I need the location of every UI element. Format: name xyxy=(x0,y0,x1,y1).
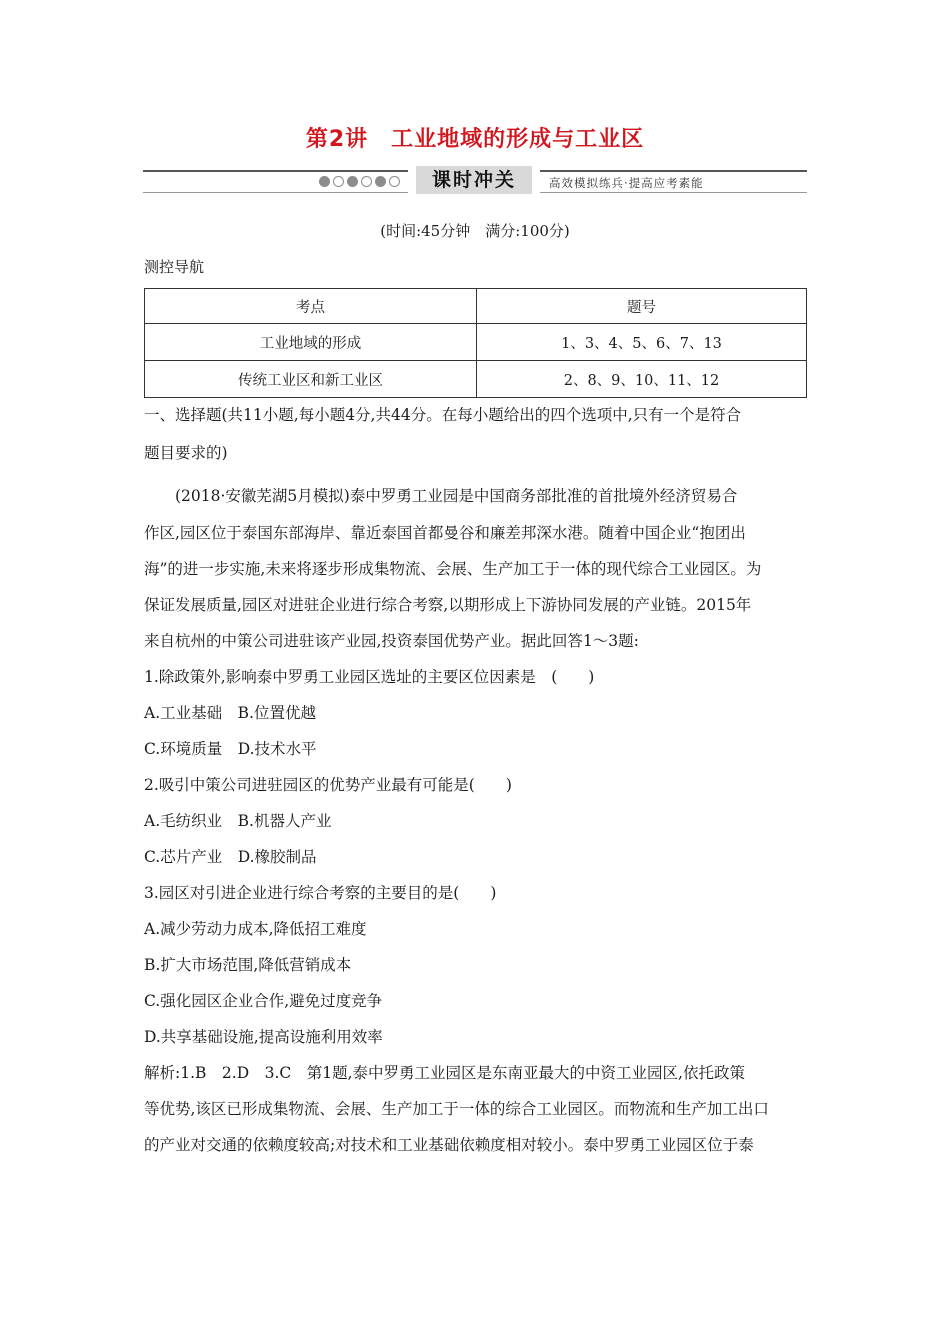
question-1-stem: 1.除政策外,影响泰中罗勇工业园区选址的主要区位因素是 ( ) xyxy=(144,668,595,686)
question-1-options-cd: C.环境质量 D.技术水平 xyxy=(144,740,317,758)
banner-label: 课时冲关 xyxy=(408,166,540,194)
question-3-option-b: B.扩大市场范围,降低营销成本 xyxy=(144,956,352,974)
passage-line: (2018·安徽芜湖5月模拟)泰中罗勇工业园是中国商务部批准的首批境外经济贸易合 xyxy=(175,487,738,505)
time-info: (时间:45分钟 满分:100分) xyxy=(380,222,570,240)
table-row xyxy=(145,361,807,398)
header-topic: 考点 xyxy=(145,289,477,324)
analysis-line: 解析:1.B 2.D 3.C 第1题,泰中罗勇工业园区是东南亚最大的中资工业园区,依托政策 xyxy=(144,1064,745,1082)
page-title: 第2讲 工业地域的形成与工业区 xyxy=(305,127,645,152)
passage-line: 来自杭州的中策公司进驻该产业园,投资泰国优势产业。据此回答1～3题: xyxy=(144,632,639,650)
question-2-stem: 2.吸引中策公司进驻园区的优势产业最有可能是( ) xyxy=(144,776,512,794)
header-question-numbers: 题号 xyxy=(477,289,807,324)
passage-line: 保证发展质量,园区对进驻企业进行综合考察,以期形成上下游协同发展的产业链。2015年 xyxy=(144,596,752,614)
analysis-line: 等优势,该区已形成集物流、会展、生产加工于一体的综合工业园区。而物流和生产加工出口 xyxy=(144,1100,769,1118)
table-header-row xyxy=(145,289,807,324)
question-1-options-ab: A.工业基础 B.位置优越 xyxy=(144,704,316,722)
table-cell-numbers: 2、8、9、10、11、12 xyxy=(477,361,807,398)
nav-label: 测控导航 xyxy=(144,258,205,276)
nav-table xyxy=(144,288,807,398)
section-heading-line-1: 一、选择题(共11小题,每小题4分,共44分。在每小题给出的四个选项中,只有一个是符合 xyxy=(144,406,742,424)
table-cell-topic: 工业地域的形成 xyxy=(145,324,477,361)
table-cell-numbers: 1、3、4、5、6、7、13 xyxy=(477,324,807,361)
question-2-options-cd: C.芯片产业 D.橡胶制品 xyxy=(144,848,317,866)
passage-line: 海”的进一步实施,未来将逐步形成集物流、会展、生产加工于一体的现代综合工业园区。为 xyxy=(144,560,762,578)
banner-dots-icon xyxy=(319,176,403,188)
analysis-line: 的产业对交通的依赖度较高;对技术和工业基础依赖度相对较小。泰中罗勇工业园区位于泰 xyxy=(144,1136,754,1154)
section-banner xyxy=(143,166,807,196)
table-row xyxy=(145,324,807,361)
passage-line: 作区,园区位于泰国东部海岸、靠近泰国首都曼谷和廉差邦深水港。随着中国企业“抱团出 xyxy=(144,524,746,542)
question-3-option-d: D.共享基础设施,提高设施利用效率 xyxy=(144,1028,383,1046)
question-3-option-a: A.减少劳动力成本,降低招工难度 xyxy=(144,920,367,938)
question-3-option-c: C.强化园区企业合作,避免过度竞争 xyxy=(144,992,383,1010)
question-2-options-ab: A.毛纺织业 B.机器人产业 xyxy=(144,812,332,830)
section-heading-line-2: 题目要求的) xyxy=(144,444,228,462)
question-3-stem: 3.园区对引进企业进行综合考察的主要目的是( ) xyxy=(144,884,497,902)
table-cell-topic: 传统工业区和新工业区 xyxy=(145,361,477,398)
banner-slogan: 高效模拟练兵·提高应考素能 xyxy=(549,176,704,190)
